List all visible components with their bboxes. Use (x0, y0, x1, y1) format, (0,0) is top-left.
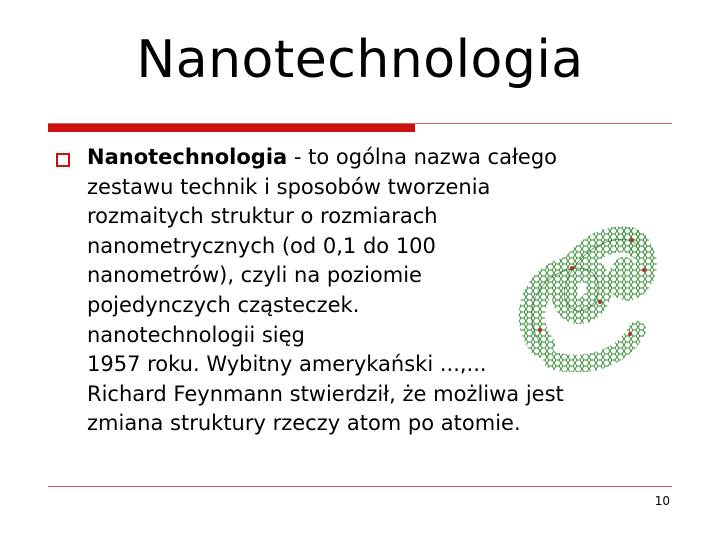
paragraph-line: nanotechnologii sięg (87, 322, 305, 347)
line-text: - to ogólna nazwa całego (287, 145, 558, 169)
bottom-divider-line (48, 486, 672, 487)
paragraph-line: nanometrów), czyli na poziomie (87, 263, 422, 288)
paragraph-line: 1957 roku. Wybitny amerykański ...,... (87, 352, 487, 377)
paragraph-line: zmiana struktury rzeczy atom po atomie. (87, 411, 521, 436)
page-number: 10 (654, 494, 670, 508)
paragraph-line (87, 143, 647, 173)
paragraph-line: rozmaitych struktur o rozmiarach (87, 204, 438, 229)
top-accent-bar (48, 124, 415, 132)
paragraph-line: pojedynczych cząsteczek. (87, 292, 360, 317)
paragraph-line: zestawu technik i sposobów tworzenia (87, 174, 491, 199)
paragraph-line: Richard Feynmann stwierdził, że możliwa jest (87, 381, 564, 406)
term-bold: Nanotechnologia (87, 145, 288, 169)
paragraph-line: nanometrycznych (od 0,1 do 100 (87, 233, 436, 258)
nanotube-icon (512, 210, 666, 372)
slide-title: Nanotechnologia (136, 30, 584, 90)
bullet-square-icon (56, 153, 70, 167)
